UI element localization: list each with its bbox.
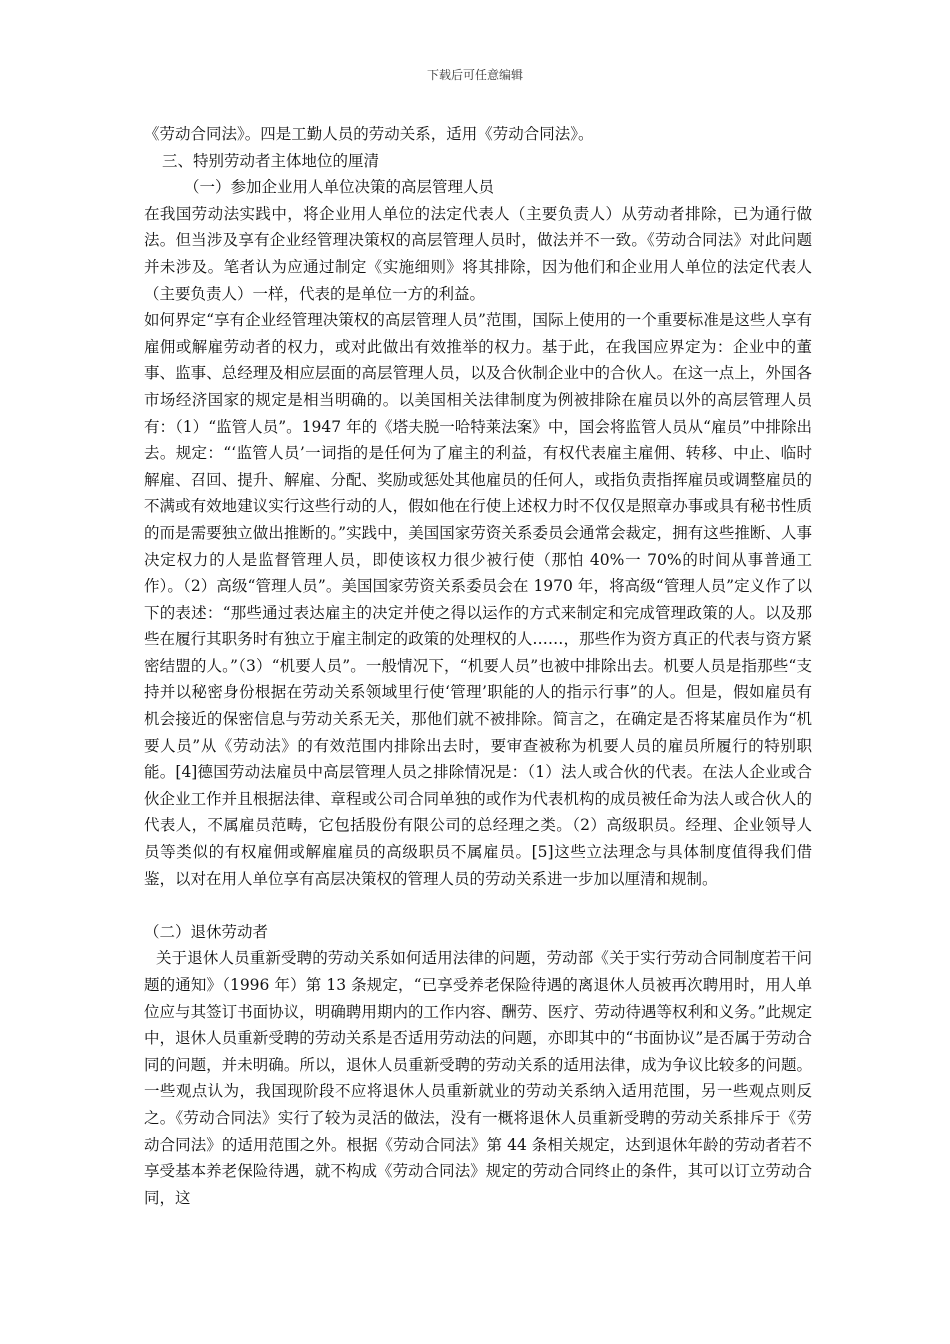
document-body [144, 121, 812, 1211]
paragraph-executives-definition: 如何界定“享有企业经管理决策权的高层管理人员”范围，国际上使用的一个重要标准是这些人享有雇佣或解雇劳动者的权力，或对此做出有效推举的权力。基于此，在我国应界定为：企业中的董事、监事、总经理及相应层面的高层管理人员，以及合伙制企业中的合伙人。在这一点上，外国各市场经济国家的规定是相当明确的。以美国相关法律制度为例被排除在雇员以外的高层管理人员有：（1）“监管人员”。1947 年的《塔夫脱一哈特莱法案》中，国会将监管人员从“雇员”中排除出去。规定：“‘监管人员’一词指的是任何为了雇主的利益，有权代表雇主雇佣、转移、中止、临时解雇、召回、提升、解雇、分配、奖励或惩处其他雇员的任何人，或指负责指挥雇员或调整雇员的不满或有效地建议实行这些行动的人，假如他在行使上述权力时不仅仅是照章办事或具有秘书性质的而是需要独立做出推断的。”实践中，美国国家劳资关系委员会通常会裁定，拥有这些推断、人事决定权力的人是监督管理人员，即使该权力很少被行使（那怕 40%一 70%的时间从事普通工作）。（2）高级“管理人员”。美国国家劳资关系委员会在 1970 年，将高级“管理人员”定义作了以下的表述：“那些通过表达雇主的决定并使之得以运作的方式来制定和完成管理政策的人。以及那些在履行其职务时有独立于雇主制定的政策的处理权的人……，那些作为资方真正的代表与资方紧密结盟的人。”（3）“机要人员”。一般情况下，“机要人员”也被中排除出去。机要人员是指那些“支持并以秘密身份根据在劳动关系领域里行使‘管理’职能的人的指示行事”的人。但是，假如雇员有机会接近的保密信息与劳动关系无关，那他们就不被排除。简言之，在确定是否将某雇员作为“机要人员”从《劳动法》的有效范围内排除出去时，要审查被称为机要人员的雇员所履行的特别职能。[4]德国劳动法雇员中高层管理人员之排除情况是：（1）法人或合伙的代表。在法人企业或合伙企业工作并且根据法律、章程或公司合同单独的或作为代表机构的成员被任命为法人或合伙人的代表人，不属雇员范畴，它包括股份有限公司的总经理之类。（2）高级职员。经理、企业领导人员等类似的有权雇佣或解雇雇员的高级职员不属雇员。[5]这些立法理念与具体制度值得我们借鉴，以对在用人单位享有高层决策权的管理人员的劳动关系进一步加以厘清和规制。 [144, 311, 812, 888]
paragraph-continuation: 《劳动合同法》。四是工勤人员的劳动关系，适用《劳动合同法》。 [144, 125, 594, 143]
subsection-heading-executives: （一）参加企业用人单位决策的高层管理人员 [184, 178, 495, 197]
page-header: 下载后可任意编辑 [426, 68, 523, 82]
subsection-heading-retirees: （二）退休劳动者 [144, 922, 269, 941]
paragraph-retirees: 关于退休人员重新受聘的劳动关系如何适用法律的问题，劳动部《关于实行劳动合同制度若干问题的通知》（1996 年）第 13 条规定，“已享受养老保险待遇的离退休人员被再次聘用时，用人单位应与其签订书面协议，明确聘用期内的工作内容、酬劳、医疗、劳动待遇等权利和义务。”此规定中，退休人员重新受聘的劳动关系是否适用劳动法的问题，亦即其中的“书面协议”是否属于劳动合同的问题，并未明确。所以，退休人员重新受聘的劳动关系的适用法律，成为争议比较多的问题。一些观点认为，我国现阶段不应将退休人员重新就业的劳动关系纳入适用范围，另一些观点则反之。《劳动合同法》实行了较为灵活的做法，没有一概将退休人员重新受聘的劳动关系排斥于《劳动合同法》的适用范围之外。根据《劳动合同法》第 44 条相关规定，达到退休年龄的劳动者若不享受基本养老保险待遇，就不构成《劳动合同法》规定的劳动合同终止的条件，其可以订立劳动合同，这 [144, 949, 812, 1207]
section-heading: 三、特别劳动者主体地位的厘清 [162, 151, 380, 170]
blank-line [144, 892, 812, 919]
paragraph-executives-intro: 在我国劳动法实践中，将企业用人单位的法定代表人（主要负责人）从劳动者排除，已为通行做法。但当涉及享有企业经管理决策权的高层管理人员时，做法并不一致。《劳动合同法》对此问题并未涉及。笔者认为应通过制定《实施细则》将其排除，因为他们和企业用人单位的法定代表人（主要负责人）一样，代表的是单位一方的利益。 [144, 204, 812, 303]
